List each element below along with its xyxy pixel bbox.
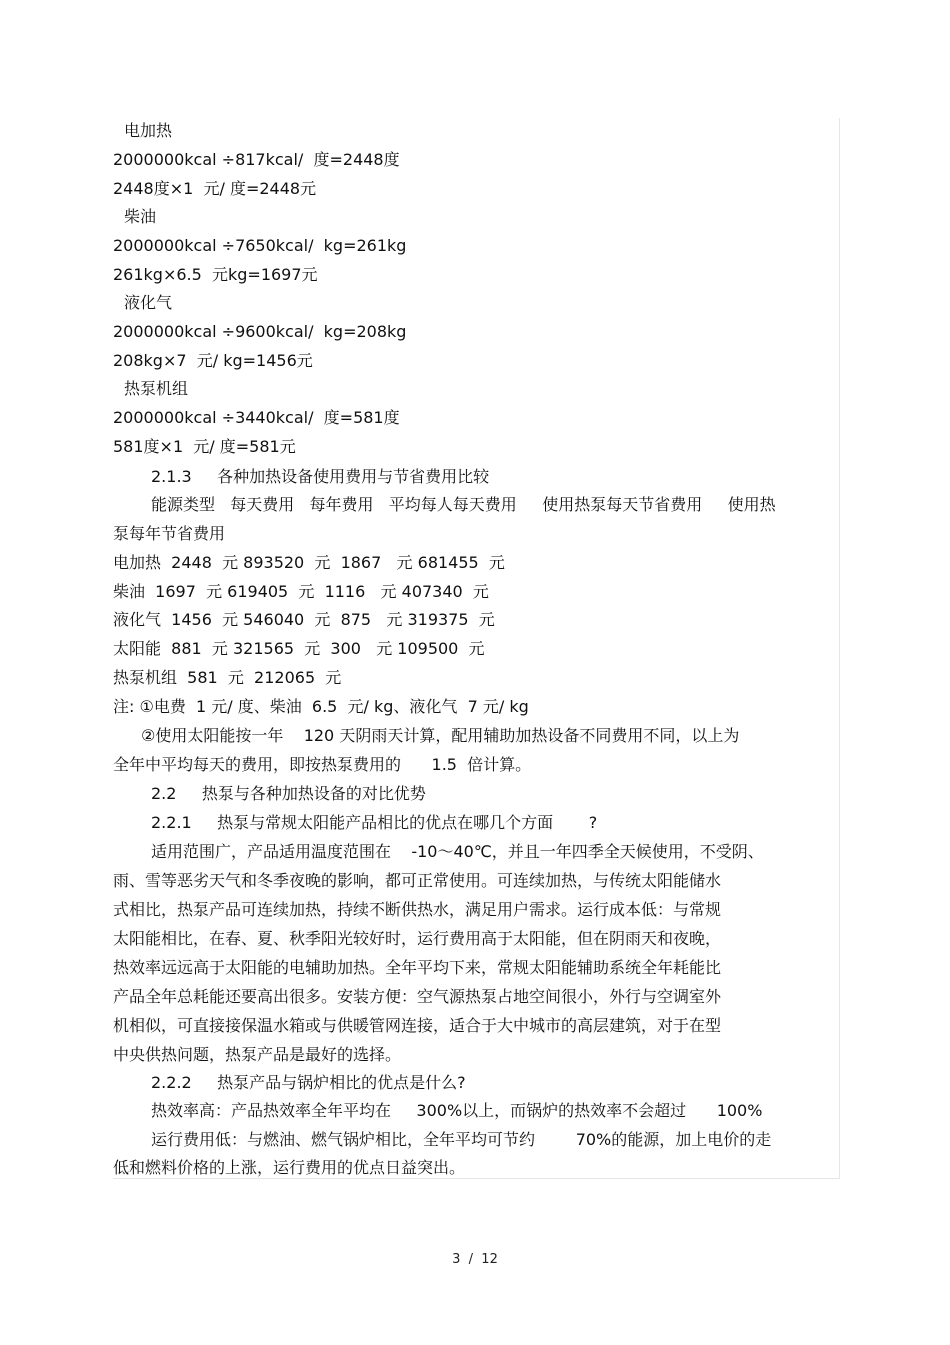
text-line: 2000000kcal ÷7650kcal/ kg=261kg — [113, 236, 407, 255]
table-row: 太阳能 881 元 321565 元 300 元 109500 元 — [113, 639, 485, 658]
section-heading: 2.2.2 热泵产品与锅炉相比的优点是什么? — [151, 1073, 466, 1092]
paragraph-line: 运行费用低：与燃油、燃气锅炉相比，全年平均可节约 70%的能源，加上电价的走 — [151, 1130, 772, 1149]
paragraph-line: 适用范围广，产品适用温度范围在 -10～40℃，并且一年四季全天候使用，不受阴、 — [151, 842, 764, 861]
text-line: 261kg×6.5 元kg=1697元 — [113, 265, 318, 284]
note-line: 全年中平均每天的费用，即按热泵费用的 1.5 倍计算。 — [113, 755, 532, 774]
paragraph-line: 雨、雪等恶劣天气和冬季夜晚的影响，都可正常使用。可连续加热，与传统太阳能储水 — [113, 871, 722, 890]
table-header: 能源类型 每天费用 每年费用 平均每人每天费用 使用热泵每天节省费用 使用热 — [151, 495, 776, 514]
text-line: 液化气 — [124, 293, 173, 312]
paragraph-line: 产品全年总耗能还要高出很多。安装方便：空气源热泵占地空间很小，外行与空调室外 — [113, 987, 722, 1006]
section-heading: 2.1.3 各种加热设备使用费用与节省费用比较 — [151, 467, 490, 486]
paragraph-line: 中央供热问题，热泵产品是最好的选择。 — [113, 1045, 402, 1064]
table-row: 柴油 1697 元 619405 元 1116 元 407340 元 — [113, 582, 489, 601]
table-row: 液化气 1456 元 546040 元 875 元 319375 元 — [113, 610, 495, 629]
paragraph-line: 热效率远远高于太阳能的电辅助加热。全年平均下来，常规太阳能辅助系统全年耗能比 — [113, 958, 722, 977]
table-header: 泵每年节省费用 — [113, 524, 226, 543]
section-heading: 2.2.1 热泵与常规太阳能产品相比的优点在哪几个方面 ? — [151, 813, 598, 832]
text-line: 2000000kcal ÷9600kcal/ kg=208kg — [113, 322, 407, 341]
paragraph-line: 机相似，可直接接保温水箱或与供暖管网连接，适合于大中城市的高层建筑，对于在型 — [113, 1016, 722, 1035]
page-number: 3 / 12 — [452, 1252, 498, 1267]
table-row: 热泵机组 581 元 212065 元 — [113, 668, 342, 687]
note-line: ②使用太阳能按一年 120 天阴雨天计算，配用辅助加热设备不同费用不同，以上为 — [141, 726, 740, 745]
text-line: 2000000kcal ÷817kcal/ 度=2448度 — [113, 150, 400, 169]
text-line: 电加热 — [124, 121, 173, 140]
paragraph-line: 低和燃料价格的上涨，运行费用的优点日益突出。 — [113, 1158, 466, 1177]
table-row: 电加热 2448 元 893520 元 1867 元 681455 元 — [113, 553, 505, 572]
text-line: 热泵机组 — [124, 379, 189, 398]
text-line: 2448度×1 元/ 度=2448元 — [113, 179, 317, 198]
paragraph-line: 热效率高：产品热效率全年平均在 300%以上，而锅炉的热效率不会超过 100% — [151, 1101, 763, 1120]
text-line: 柴油 — [124, 207, 157, 226]
text-line: 2000000kcal ÷3440kcal/ 度=581度 — [113, 408, 400, 427]
text-line: 208kg×7 元/ kg=1456元 — [113, 351, 313, 370]
paragraph-line: 式相比，热泵产品可连续加热，持续不断供热水，满足用户需求。运行成本低：与常规 — [113, 900, 722, 919]
paragraph-line: 太阳能相比，在春、夏、秋季阳光较好时，运行费用高于太阳能，但在阴雨天和夜晚， — [113, 929, 722, 948]
text-line: 581度×1 元/ 度=581元 — [113, 437, 296, 456]
section-heading: 2.2 热泵与各种加热设备的对比优势 — [151, 784, 426, 803]
note-line: 注: ①电费 1 元/ 度、柴油 6.5 元/ kg、液化气 7 元/ kg — [113, 697, 529, 716]
